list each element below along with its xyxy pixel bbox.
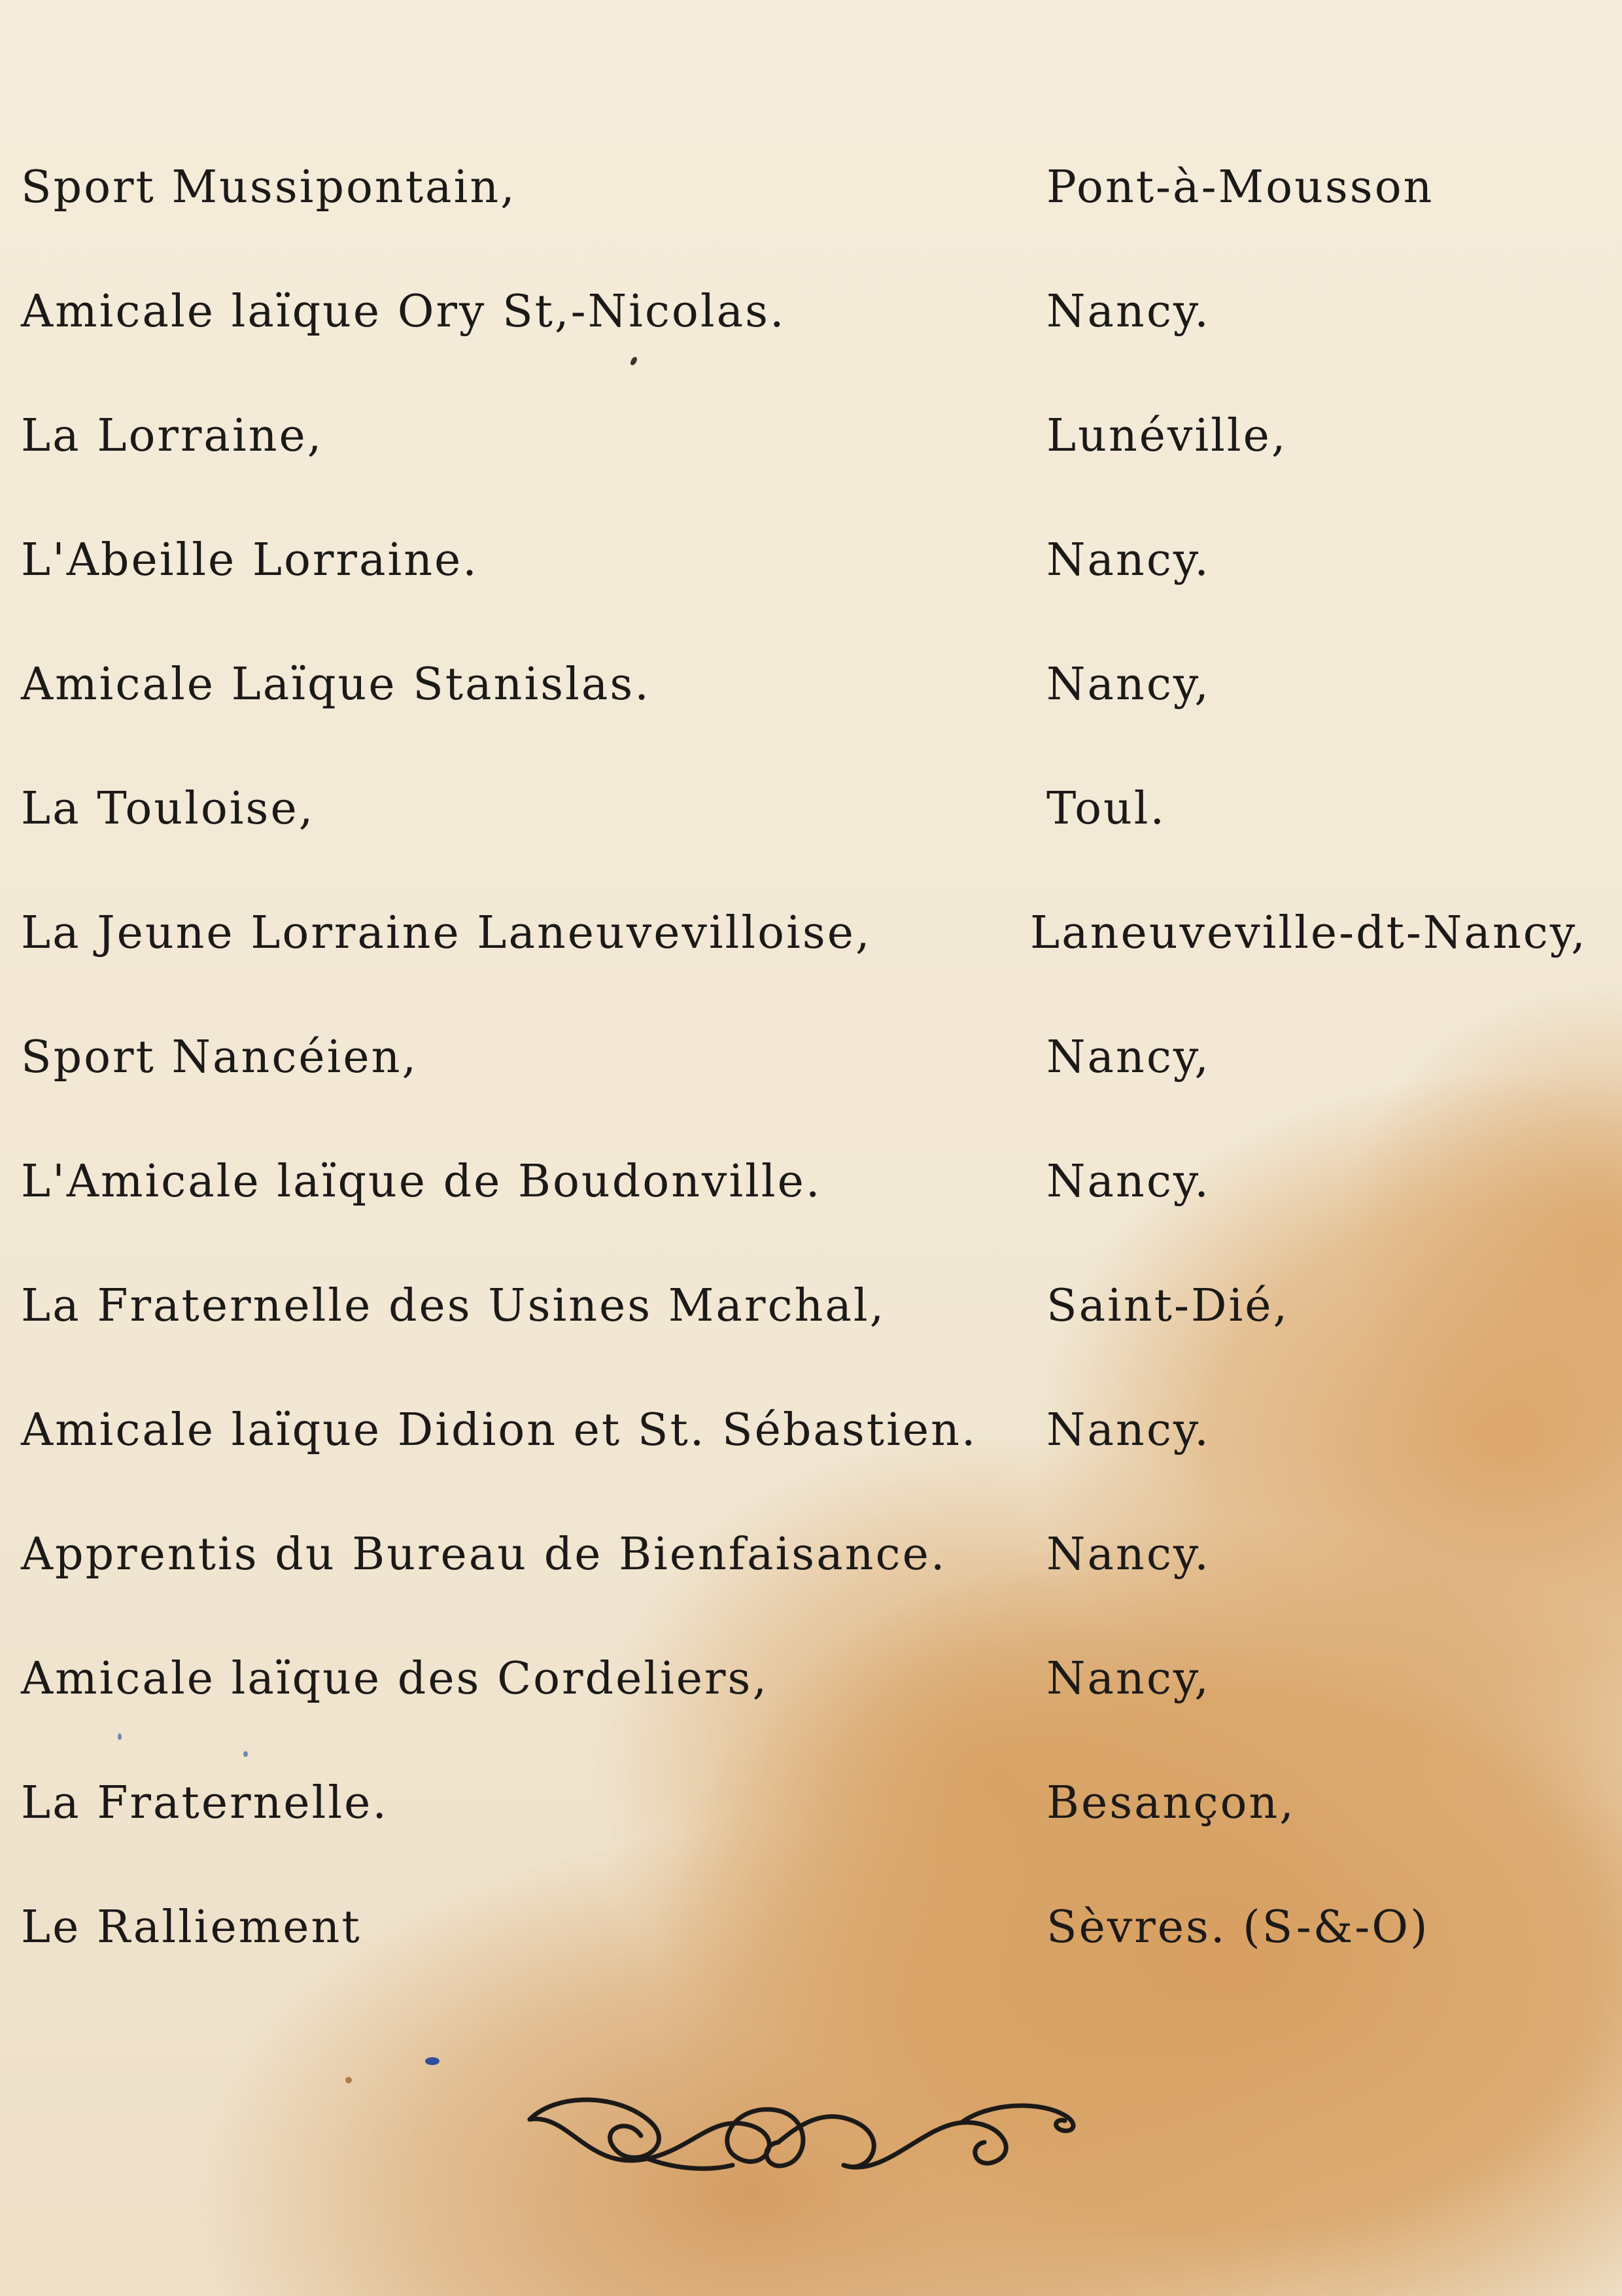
club-name: La Touloise,: [21, 783, 315, 835]
club-city: Toul.: [1046, 783, 1167, 835]
club-name: L'Abeille Lorraine.: [21, 534, 479, 586]
club-city: Nancy.: [1046, 534, 1211, 586]
club-name: Amicale laïque Didion et St. Sébastien.: [21, 1404, 978, 1456]
ink-speck: [629, 356, 638, 366]
club-city: Laneuveville-dt-Nancy,: [1030, 907, 1587, 959]
club-city: Nancy,: [1046, 659, 1211, 710]
club-name: Sport Nancéien,: [21, 1032, 419, 1083]
ink-speck: [243, 1751, 248, 1757]
club-name: La Lorraine,: [21, 410, 324, 462]
club-row: [0, 400, 1622, 472]
club-city: Pont-à-Mousson: [1046, 162, 1434, 213]
club-city: Nancy,: [1046, 1653, 1211, 1705]
club-row: [0, 1395, 1622, 1467]
club-name: Amicale Laïque Stanislas.: [21, 659, 651, 710]
club-row: [0, 1892, 1622, 1964]
club-row: [0, 525, 1622, 597]
club-row: [0, 1146, 1622, 1218]
club-name: La Fraternelle.: [21, 1777, 389, 1829]
club-row: [0, 276, 1622, 348]
club-row: [0, 1767, 1622, 1839]
club-name: La Fraternelle des Usines Marchal,: [21, 1280, 886, 1332]
club-row: [0, 1270, 1622, 1342]
club-city: Lunéville,: [1046, 410, 1288, 462]
club-city: Nancy,: [1046, 1032, 1211, 1083]
club-name: Le Ralliement: [21, 1902, 362, 1953]
club-name: L'Amicale laïque de Boudonville.: [21, 1156, 822, 1208]
club-name: Apprentis du Bureau de Bienfaisance.: [21, 1529, 947, 1580]
club-row: [0, 649, 1622, 721]
club-city: Saint-Dié,: [1046, 1280, 1290, 1332]
ink-speck: [118, 1733, 122, 1740]
club-name: Amicale laïque Ory St,-Nicolas.: [21, 286, 786, 338]
club-city: Nancy.: [1046, 286, 1211, 338]
club-row: [0, 152, 1622, 224]
club-row: [0, 773, 1622, 845]
club-city: Nancy.: [1046, 1404, 1211, 1456]
club-row: [0, 897, 1622, 969]
club-name: Amicale laïque des Cordeliers,: [21, 1653, 769, 1705]
club-name: Sport Mussipontain,: [21, 162, 517, 213]
ink-speck: [425, 2057, 440, 2065]
club-city: Nancy.: [1046, 1529, 1211, 1580]
club-row: [0, 1022, 1622, 1094]
club-row: [0, 1643, 1622, 1715]
club-row: [0, 1519, 1622, 1591]
flourish-ornament: [517, 2087, 1079, 2185]
club-name: La Jeune Lorraine Laneuvevilloise,: [21, 907, 872, 959]
club-city: Nancy.: [1046, 1156, 1211, 1208]
ink-speck: [345, 2077, 352, 2083]
club-city: Sèvres. (S-&-O): [1046, 1902, 1430, 1953]
club-city: Besançon,: [1046, 1777, 1296, 1829]
